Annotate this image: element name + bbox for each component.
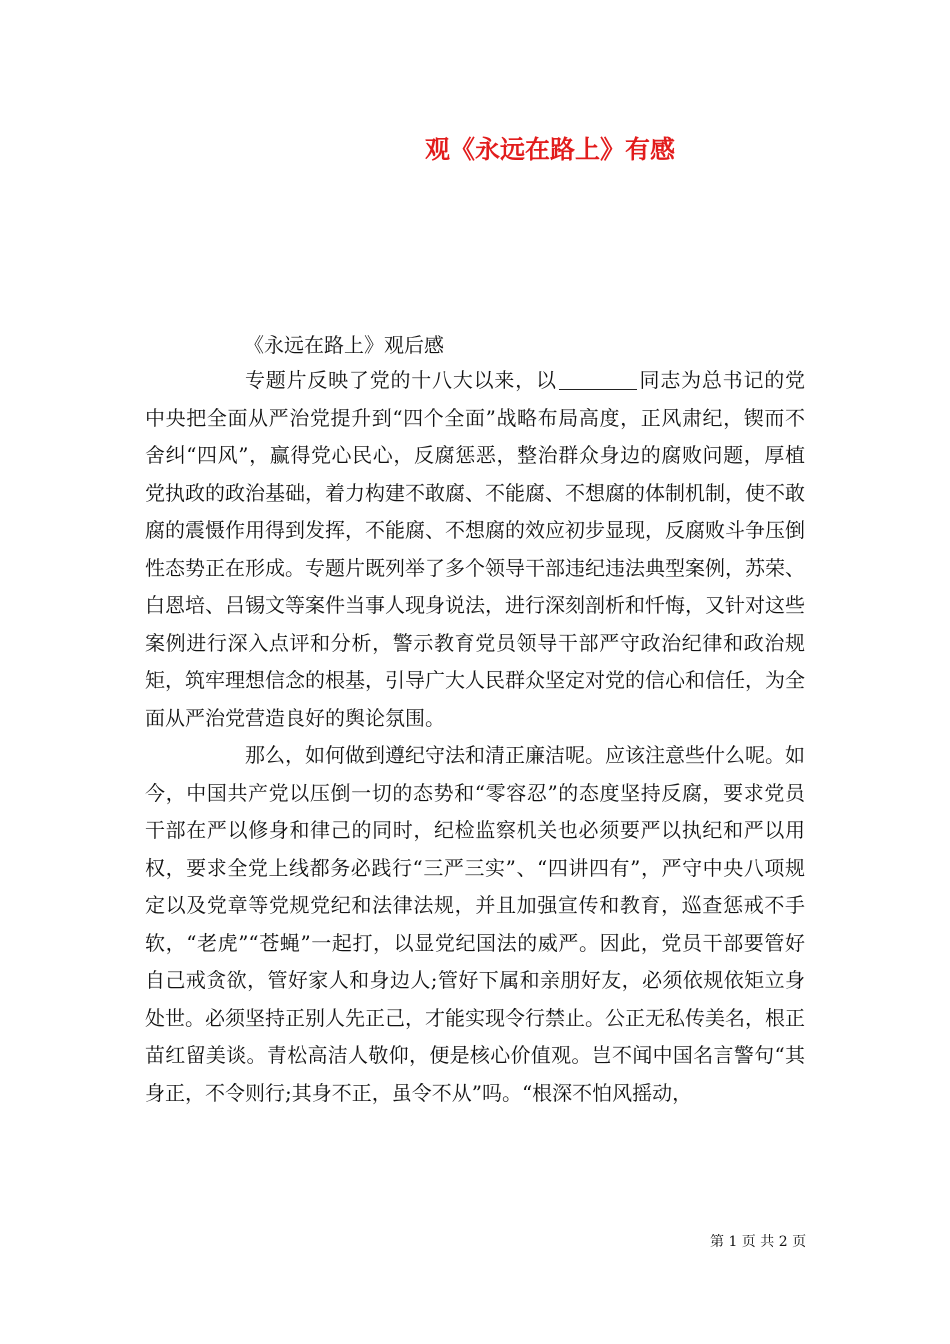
blank-underline (559, 369, 637, 390)
page-footer: 第 1 页 共 2 页 (710, 1234, 807, 1250)
document-title: 观《永远在路上》有感 (424, 135, 675, 164)
paragraph-2: 那么，如何做到遵纪守法和清正廉洁呢。应该注意些什么呢。如今，中国共产党以压倒一切的态势和“零容忍”的态度坚持反腐，要求党员干部在严以修身和律己的同时，纪检监察机关也必须要严以执纪和严以用权，要求全党上线都务必践行“三严三实”、“四讲四有”，严守中央八项规定以及党章等党规党纪和法律法规，并且加强宣传和教育，巡查惩戒不手软，“老虎”“苍蝇”一起打，以显党纪国法的威严。因此，党员干部要管好自己戒贪欲，管好家人和身边人;管好下属和亲朋好友，必须依规依矩立身处世。必须坚持正别人先正己，才能实现令行禁止。公正无私传美名，根正苗红留美谈。青松高洁人敬仰，便是核心价值观。岂不闻中国名言警句“其身正，不令则行;其身不正，虽令不从”吗。“根深不怕风摇动， (145, 743, 805, 1105)
paragraph-1 (145, 362, 805, 737)
document-subtitle: 《永远在路上》观后感 (244, 333, 444, 357)
paragraph-1-start: 专题片反映了党的十八大以来，以 (245, 368, 557, 392)
document-body (145, 362, 805, 1112)
paragraph-1-rest: 同志为总书记的党中央把全面从严治党提升到“四个全面”战略布局高度，正风肃纪，锲而不舍纠“四风”，赢得党心民心，反腐惩恶，整治群众身边的腐败问题，厚植党执政的政治基础，着力构建不敢腐、不能腐、不想腐的体制机制，使不敢腐的震慑作用得到发挥，不能腐、不想腐的效应初步显现，反腐败斗争压倒性态势正在形成。专题片既列举了多个领导干部违纪违法典型案例，苏荣、白恩培、吕锡文等案件当事人现身说法，进行深刻剖析和忏悔，又针对这些案例进行深入点评和分析，警示教育党员领导干部严守政治纪律和政治规矩，筑牢理想信念的根基，引导广大人民群众坚定对党的信心和信任，为全面从严治党营造良好的舆论氛围。 (145, 368, 806, 730)
